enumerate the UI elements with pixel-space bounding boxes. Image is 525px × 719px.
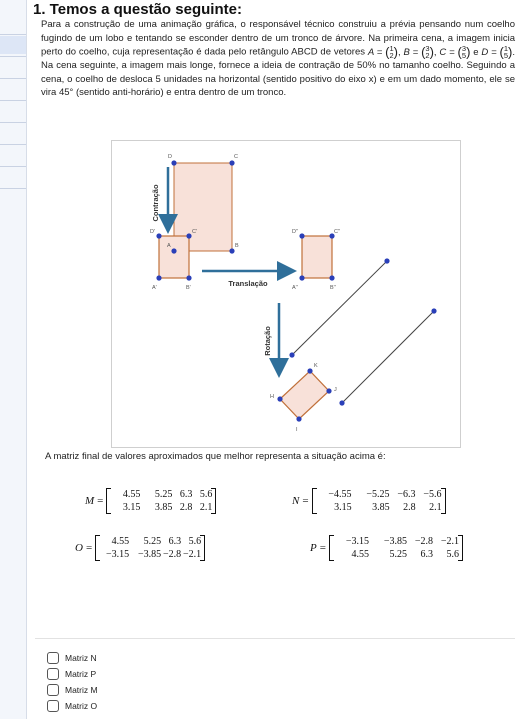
vector-name: A =: [367, 46, 386, 58]
rotation-label: Rotação: [263, 326, 272, 356]
matrix-cell: 5.6: [199, 489, 213, 500]
sidebar-divider: [0, 188, 26, 189]
option-checkbox[interactable]: [47, 668, 59, 680]
option-label: Matriz N: [65, 653, 97, 663]
vector-components: 1 5: [503, 44, 509, 60]
matrix-cell: 3.85: [372, 502, 390, 513]
svg-text:H: H: [270, 394, 274, 400]
matrix-cell: 5.6: [446, 549, 459, 560]
option-label: Matriz M: [65, 685, 98, 695]
matrix-cell: −3.85: [383, 536, 407, 547]
option-m[interactable]: [47, 684, 98, 696]
option-p[interactable]: [47, 668, 96, 680]
svg-text:B: B: [235, 243, 239, 249]
option-n[interactable]: [47, 652, 97, 664]
matrix-row: [316, 501, 442, 514]
matrix-name: O: [75, 542, 83, 554]
matrix-bracket: [106, 488, 216, 514]
matrix-cell: −3.15: [345, 536, 369, 547]
svg-text:C': C': [192, 229, 198, 235]
matrix-cell: −4.55: [328, 489, 352, 500]
matrix-name: M: [85, 495, 95, 507]
vector-list: [367, 44, 516, 60]
contraction-label: Contração: [151, 184, 160, 222]
sidebar-divider: [0, 100, 26, 101]
vector-c: C = ( 3 5 ) e: [436, 44, 482, 60]
matrix-bracket: [329, 535, 463, 561]
translated-rectangle: [302, 236, 332, 278]
matrix-cell: 3.85: [154, 502, 173, 513]
svg-text:J: J: [334, 387, 337, 393]
vector-components: 3 2: [425, 44, 430, 60]
sidebar-divider: [0, 34, 26, 35]
svg-text:A': A': [152, 285, 157, 291]
matrix-cell: −5.25: [366, 489, 390, 500]
svg-text:D': D': [150, 229, 156, 235]
vector-b: B = ( 3 2 ),: [400, 44, 437, 60]
question-title: 1. Temos a questão seguinte:: [33, 1, 242, 18]
sidebar-divider: [0, 144, 26, 145]
matrix-cell: 2.1: [199, 502, 213, 513]
question-prompt: A matriz final de valores aproximados que melhor representa a situação acima é:: [45, 451, 386, 462]
question-content: [27, 0, 523, 719]
sidebar-divider: [0, 78, 26, 79]
svg-text:K: K: [314, 363, 318, 369]
matrix-row: [99, 548, 201, 561]
matrix-cell: 2.8: [179, 502, 193, 513]
svg-text:D'': D'': [292, 229, 299, 235]
matrix-cell: −2.8: [414, 536, 433, 547]
matrix-o: O = 4.55 5.25 6.3 5.6 −3.15 −3.85 −2.8 −2.1: [75, 535, 205, 561]
svg-text:I: I: [296, 427, 298, 433]
matrix-cell: 3.15: [122, 502, 141, 513]
option-label: Matriz O: [65, 701, 98, 711]
vector-name: C =: [436, 46, 458, 58]
matrix-cell: 6.3: [179, 489, 193, 500]
vector-d: D = ( 1 5 ).: [481, 44, 516, 60]
matrix-cell: 5.6: [188, 536, 202, 547]
matrix-bracket: [95, 535, 205, 561]
matrix-row: [99, 535, 201, 548]
vector-name: B =: [400, 46, 422, 58]
matrix-cell: 4.55: [351, 549, 369, 560]
svg-text:B'': B'': [330, 285, 336, 291]
statement-part-1: Para a construção de uma animação gráfica, o responsável técnico construiu a prévia pensando num coelho fugindo de um lobo e tentando se esconder dentro de um tronco de árvore. Na primeira cena, a imagem inicia perto do coelho, cuja representação é dada pelo retângulo ABCD de vetores: [41, 19, 515, 58]
svg-text:B': B': [186, 285, 191, 291]
transformation-diagram: [112, 141, 460, 447]
statement-part-2: Na cena seguinte, a imagem mais longe, fornece a ideia de contração de 50% no tamanho coelho. Seguindo a cena, o coelho de desloca 5 unidades na horizontal (sentido positivo do eixo x) e em um dado momento, ele se vira 45° (sentido anti-horário) e entra dentro de um tronco.: [41, 60, 515, 99]
matrix-row: [333, 535, 459, 548]
matrix-cell: −2.1: [440, 536, 459, 547]
matrix-row: [110, 501, 212, 514]
translation-label: Translação: [228, 279, 268, 288]
sidebar-selected-item[interactable]: [0, 36, 26, 54]
svg-text:C: C: [234, 154, 238, 160]
option-checkbox[interactable]: [47, 700, 59, 712]
matrix-row: [110, 488, 212, 501]
matrix-name: P: [310, 542, 317, 554]
option-o[interactable]: [47, 700, 97, 712]
matrix-cell: 6.3: [420, 549, 433, 560]
matrix-cell: 5.25: [154, 489, 173, 500]
matrix-cell: 2.8: [403, 502, 416, 513]
options-divider: [35, 638, 515, 639]
matrix-cell: −2.1: [183, 549, 202, 560]
matrix-cell: 4.55: [111, 536, 130, 547]
left-sidebar: [0, 0, 27, 719]
contracted-rectangle: [159, 236, 189, 278]
matrix-cell: −6.3: [397, 489, 416, 500]
matrix-bracket: [312, 488, 446, 514]
matrix-row: [316, 488, 442, 501]
option-checkbox[interactable]: [47, 684, 59, 696]
matrix-cell: −2.8: [163, 549, 182, 560]
svg-text:C'': C'': [334, 229, 341, 235]
matrix-cell: 2.1: [429, 502, 442, 513]
sidebar-divider: [0, 166, 26, 167]
svg-text:D: D: [168, 154, 172, 160]
svg-text:A: A: [167, 243, 171, 249]
matrix-p: P = −3.15 −3.85 −2.8 −2.1 4.55 5.25 6.3 5.6: [310, 535, 463, 561]
matrix-cell: 3.15: [334, 502, 352, 513]
rotated-rectangle: [280, 371, 329, 419]
svg-text:A'': A'': [292, 285, 298, 291]
option-checkbox[interactable]: [47, 652, 59, 664]
matrix-cell: −3.85: [138, 549, 162, 560]
sidebar-divider: [0, 122, 26, 123]
matrix-n: N = −4.55 −5.25 −6.3 −5.6 3.15 3.85 2.8 2.1: [292, 488, 446, 514]
matrix-cell: −3.15: [106, 549, 130, 560]
vector-a: A = ( 1 2 ),: [367, 44, 401, 60]
option-label: Matriz P: [65, 669, 97, 679]
matrix-cell: 6.3: [168, 536, 182, 547]
question-statement: [41, 18, 515, 100]
vector-components: 3 5: [461, 44, 467, 60]
matrix-name: N: [292, 495, 300, 507]
matrix-row: [333, 548, 459, 561]
trunk-line-lower: [342, 311, 434, 403]
vector-name: D =: [481, 46, 500, 58]
matrix-m: M = 4.55 5.25 6.3 5.6 3.15 3.85 2.8 2.1: [85, 488, 216, 514]
matrix-cell: 4.55: [122, 489, 141, 500]
matrix-cell: 5.25: [143, 536, 162, 547]
vector-components: 1 2: [389, 44, 394, 60]
sidebar-divider: [0, 56, 26, 57]
matrix-cell: −5.6: [423, 489, 442, 500]
matrix-cell: 5.25: [389, 549, 407, 560]
transformation-figure: [111, 140, 461, 448]
